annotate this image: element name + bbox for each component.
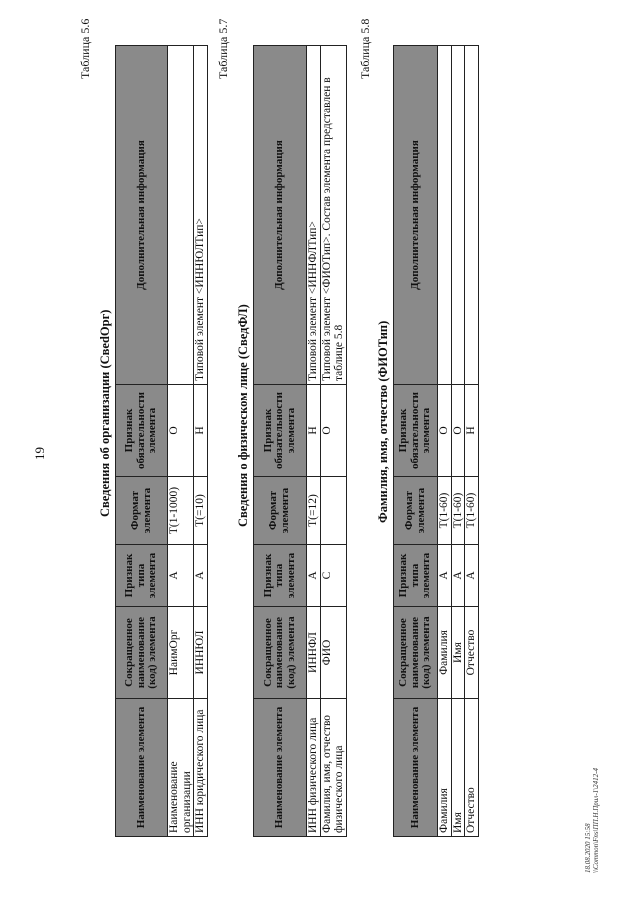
- cell-name: ИНН юридического лица: [194, 699, 208, 837]
- header-short-name: Сокращенное наименование (код) элемента: [394, 607, 438, 699]
- cell-type: А: [168, 545, 194, 607]
- cell-required: О: [451, 385, 465, 477]
- table-caption-5-7: Сведения о физическом лице (СведФЛ): [236, 304, 250, 527]
- table-5-6: [115, 45, 208, 837]
- cell-required: Н: [194, 385, 208, 477]
- header-short-name: Сокращенное наименование (код) элемента: [116, 607, 168, 699]
- table-row: [465, 46, 479, 837]
- header-required: Признак обязательности элемента: [116, 385, 168, 477]
- cell-code: ФИО: [320, 607, 346, 699]
- table-row: [307, 46, 321, 837]
- cell-info: Типовой элемент <ФИОТип>. Состав элемента представлен в таблице 5.8: [320, 46, 346, 385]
- table-row: [168, 46, 194, 837]
- cell-code: Отчество: [465, 607, 479, 699]
- header-type: Признак типа элемента: [254, 545, 307, 607]
- table-row: [194, 46, 208, 837]
- footer-stamp: [584, 768, 601, 873]
- table-label-5-8: Таблица 5.8: [358, 18, 372, 79]
- header-info: Дополнительная информация: [116, 46, 168, 385]
- header-type: Признак типа элемента: [394, 545, 438, 607]
- cell-info: [438, 46, 452, 385]
- page-number: 19: [32, 447, 47, 460]
- cell-info: [451, 46, 465, 385]
- header-name: Наименование элемента: [116, 699, 168, 837]
- header-format: Формат элемента: [254, 477, 307, 545]
- cell-required: О: [438, 385, 452, 477]
- cell-code: Фамилия: [438, 607, 452, 699]
- cell-code: ИННФЛ: [307, 607, 321, 699]
- footer-stamp-path: \\Common\Fns\ПП.Н.Прил-1\2412-4: [592, 768, 601, 873]
- cell-code: Имя: [451, 607, 465, 699]
- table-row: [320, 46, 346, 837]
- table-row: [451, 46, 465, 837]
- table-caption-5-8: Фамилия, имя, отчество (ФИОТип): [376, 320, 390, 523]
- table-row: [438, 46, 452, 837]
- cell-required: Н: [465, 385, 479, 477]
- header-info: Дополнительная информация: [394, 46, 438, 385]
- cell-required: Н: [307, 385, 321, 477]
- header-type: Признак типа элемента: [116, 545, 168, 607]
- cell-name: Фамилия, имя, отчество физического лица: [320, 699, 346, 837]
- table-label-5-7: Таблица 5.7: [216, 18, 230, 79]
- cell-name: ИНН физического лица: [307, 699, 321, 837]
- cell-name: Наименование организации: [168, 699, 194, 837]
- cell-name: Фамилия: [438, 699, 452, 837]
- table-5-8: [393, 45, 479, 837]
- cell-format: [320, 477, 346, 545]
- table-5-7: [253, 45, 347, 837]
- cell-format: T(=12): [307, 477, 321, 545]
- cell-name: Имя: [451, 699, 465, 837]
- header-required: Признак обязательности элемента: [254, 385, 307, 477]
- cell-type: А: [438, 545, 452, 607]
- header-name: Наименование элемента: [254, 699, 307, 837]
- header-format: Формат элемента: [116, 477, 168, 545]
- header-info: Дополнительная информация: [254, 46, 307, 385]
- cell-format: T(1-60): [438, 477, 452, 545]
- cell-type: С: [320, 545, 346, 607]
- cell-format: T(=10): [194, 477, 208, 545]
- cell-type: А: [194, 545, 208, 607]
- cell-format: T(1-60): [465, 477, 479, 545]
- cell-info: [168, 46, 194, 385]
- cell-type: А: [451, 545, 465, 607]
- cell-required: О: [168, 385, 194, 477]
- footer-stamp-date: 18.08.2020 15:58: [584, 823, 592, 873]
- cell-format: T(1-1000): [168, 477, 194, 545]
- cell-required: О: [320, 385, 346, 477]
- header-name: Наименование элемента: [394, 699, 438, 837]
- cell-code: НаимОрг: [168, 607, 194, 699]
- table-label-5-6: Таблица 5.6: [78, 18, 92, 79]
- header-format: Формат элемента: [394, 477, 438, 545]
- cell-code: ИННЮЛ: [194, 607, 208, 699]
- table-caption-5-6: Сведения об организации (СвedОрг): [98, 309, 112, 517]
- cell-name: Отчество: [465, 699, 479, 837]
- cell-format: T(1-60): [451, 477, 465, 545]
- cell-info: [465, 46, 479, 385]
- header-short-name: Сокращенное наименование (код) элемента: [254, 607, 307, 699]
- cell-type: А: [465, 545, 479, 607]
- header-required: Признак обязательности элемента: [394, 385, 438, 477]
- cell-info: Типовой элемент <ИННФЛТип>: [307, 46, 321, 385]
- cell-info: Типовой элемент <ИННЮЛТип>: [194, 46, 208, 385]
- cell-type: А: [307, 545, 321, 607]
